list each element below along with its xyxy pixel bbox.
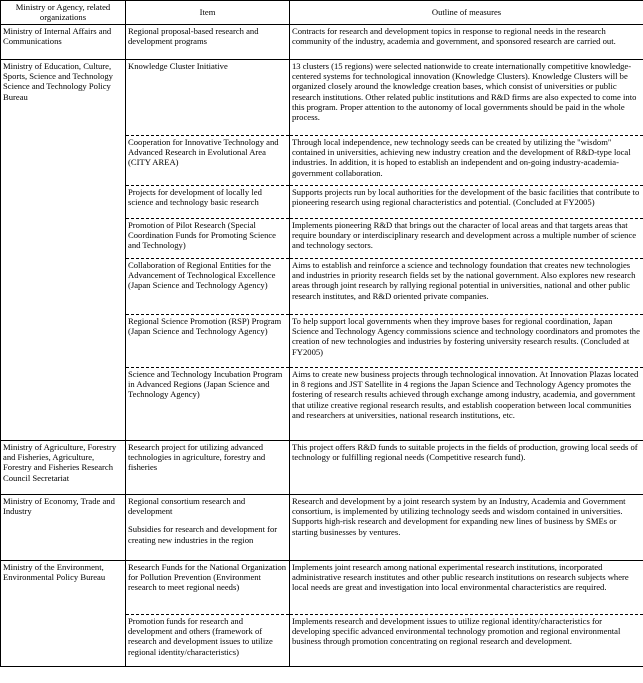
table-row bbox=[1, 59, 643, 135]
item-cell: Projects for development of locally led science and technology basic research bbox=[126, 185, 290, 218]
outline-cell: Research and development by a joint research system by an Industry, Academia and Government consortium, is implemented by utilizing technology seeds and wisdom contained in universities. Supports high-risk research and development for expanding new lines of business by SMEs or starting businesses by ventures. bbox=[290, 494, 643, 560]
outline-cell: This project offers R&D funds to suitable projects in the fields of production, growing local seeds of technology or fulfilling regional needs (Competitive research fund). bbox=[290, 440, 643, 494]
outline-cell: 13 clusters (15 regions) were selected nationwide to create internationally competitive knowledge-centered systems for technological innovation (Knowledge Clusters). Knowledge Clusters will be organized closely around the knowledge creation bases, which consist of universities or public research institutions. Other related public institutions and R&D firms are also expected to come into this program. Proper attention to the autonomy of local governments should be paid in the whole process. bbox=[290, 59, 643, 135]
item-cell: Regional proposal-based research and development programs bbox=[126, 24, 290, 59]
item-cell: Research project for utilizing advanced technologies in agriculture, forestry and fisheries bbox=[126, 440, 290, 494]
item-cell: Science and Technology Incubation Program in Advanced Regions (Japan Science and Technology Agency) bbox=[126, 367, 290, 440]
outline-cell: Implements joint research among national experimental research institutions, incorporated administrative research institutes and other public research institutions on research subjects where local needs are great and investigation into local environmental characteristics are required. bbox=[290, 560, 643, 614]
item-cell: Regional Science Promotion (RSP) Program (Japan Science and Technology Agency) bbox=[126, 314, 290, 367]
ministry-cell: Ministry of Agriculture, Forestry and Fisheries, Agriculture, Forestry and Fisheries Research Council Secretariat bbox=[1, 440, 126, 494]
outline-cell: Supports projects run by local authorities for the development of the basic facilities that contribute to pioneering research using regional characteristics and potential. (Concluded at FY2005) bbox=[290, 185, 643, 218]
header-item: Item bbox=[126, 1, 290, 25]
outline-cell: Contracts for research and development topics in response to regional needs in the research community of the industry, academia and government, and sponsored research are carried out. bbox=[290, 24, 643, 59]
table-row bbox=[1, 494, 643, 560]
item-sub: Subsidies for research and development for creating new industries in the region bbox=[128, 524, 278, 545]
table-row bbox=[1, 440, 643, 494]
header-outline: Outline of measures bbox=[290, 1, 643, 25]
item-cell: Promotion of Pilot Research (Special Coordination Funds for Promoting Science and Technology) bbox=[126, 218, 290, 258]
outline-cell: Aims to create new business projects through technological innovation. At Innovation Plazas located in 8 regions and JST Satellite in 4 regions the Japan Science and Technology Agency promotes the fostering of research results achieved through exchange among industry, academia, and government that utilize creative regional research results, and establish cooperation between local communities and researchers at universities, national research institutions, etc. bbox=[290, 367, 643, 440]
ministry-cell: Ministry of Education, Culture, Sports, Science and Technology Science and Technology Policy Bureau bbox=[1, 59, 126, 440]
item-cell: Research Funds for the National Organization for Pollution Prevention (Environment research to meet regional needs) bbox=[126, 560, 290, 614]
ministry-cell: Ministry of Internal Affairs and Communications bbox=[1, 24, 126, 59]
item-cell: Cooperation for Innovative Technology and Advanced Research in Evolutional Area (CITY AREA) bbox=[126, 135, 290, 185]
header-ministry: Ministry or Agency, related organizations bbox=[1, 1, 126, 25]
outline-cell: Implements pioneering R&D that brings out the character of local areas and that targets areas that require boundary or interdisciplinary research and development across a multiple number of science and technology sectors. bbox=[290, 218, 643, 258]
item-main: Regional consortium research and development bbox=[128, 495, 246, 516]
ministry-cell: Ministry of the Environment, Environmental Policy Bureau bbox=[1, 560, 126, 666]
header-row bbox=[1, 1, 643, 25]
table-row bbox=[1, 24, 643, 59]
item-cell: Knowledge Cluster Initiative bbox=[126, 59, 290, 135]
outline-cell: To help support local governments when they improve bases for regional coordination, Japan Science and Technology Agency commissions science and technology coordinators and promotes the creation of new technologies and industries by fostering university research results. (Concluded at FY2005) bbox=[290, 314, 643, 367]
item-cell: Promotion funds for research and development and others (framework of research and development issues to utilize regional identity/characteristics) bbox=[126, 614, 290, 666]
outline-cell: Aims to establish and reinforce a science and technology foundation that creates new technologies and industries in priority research fields set by the national government. Also explores new research areas through joint research by rallying regional potential in universities, national and other public research institutes, and R&D oriented private companies. bbox=[290, 258, 643, 314]
outline-cell: Implements research and development issues to utilize regional identity/characteristics for developing specific advanced environmental technology promotion and regional environmental business through promotion concentrating on regional research and development. bbox=[290, 614, 643, 666]
item-cell bbox=[126, 494, 290, 560]
table-row bbox=[1, 560, 643, 614]
outline-cell: Through local independence, new technology seeds can be created by utilizing the "wisdom" contained in universities, achieving new industry creation and the development of R&D-type local industries. In addition, it is hoped to establish an independent and on-going industry-academia-government collaboration. bbox=[290, 135, 643, 185]
item-cell: Collaboration of Regional Entities for the Advancement of Technological Excellence (Japan Science and Technology Agency) bbox=[126, 258, 290, 314]
ministry-cell: Ministry of Economy, Trade and Industry bbox=[1, 494, 126, 560]
